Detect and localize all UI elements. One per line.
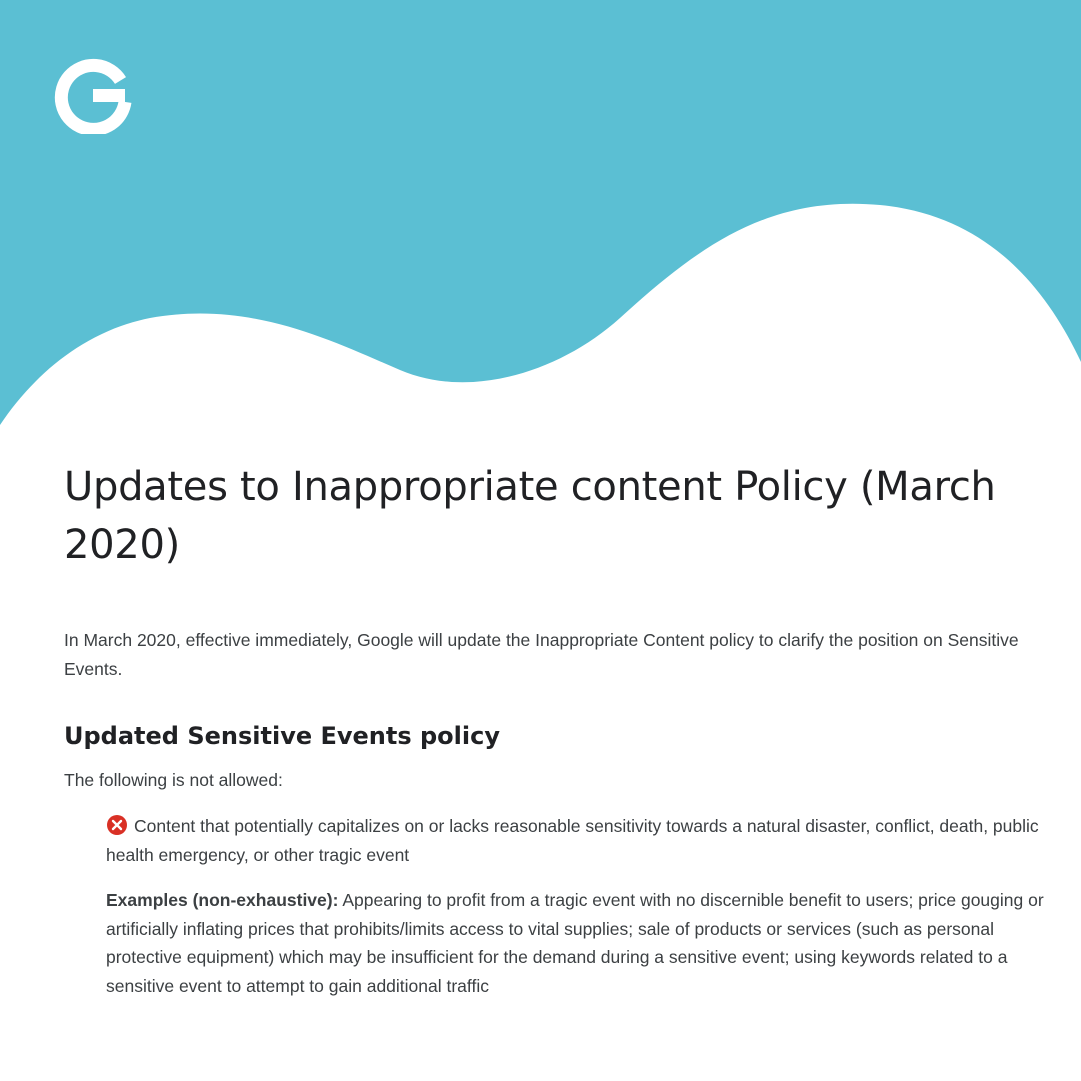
disallowed-rule-text: Content that potentially capitalizes on or lacks reasonable sensitivity towards a natural disaster, conflict, death, public health emergency, or other tragic event: [106, 816, 1039, 865]
section-heading: Updated Sensitive Events policy: [64, 722, 500, 750]
red-x-circle-icon: [106, 814, 128, 836]
examples-label: Examples (non-exhaustive):: [106, 890, 339, 910]
examples-text: Appearing to profit from a tragic event with no discernible benefit to users; price gouging or artificially inflating prices that prohibits/limits access to vital supplies; sale of products or services (such as personal protective equipment) which may be insufficient for the demand during a sensitive event; using keywords related to a sensitive event to attempt to gain additional traffic: [106, 890, 1044, 996]
document-title: Updates to Inappropriate content Policy (March 2020): [64, 464, 996, 568]
google-g-logo-icon: [54, 56, 132, 134]
not-allowed-lead: The following is not allowed:: [64, 770, 283, 790]
intro-paragraph: In March 2020, effective immediately, Google will update the Inappropriate Content policy to clarify the position on Sensitive Events.: [64, 630, 1019, 679]
examples-paragraph: [106, 886, 1056, 1000]
header-wave-band: [0, 0, 1081, 440]
disallowed-rule: [106, 812, 1046, 870]
